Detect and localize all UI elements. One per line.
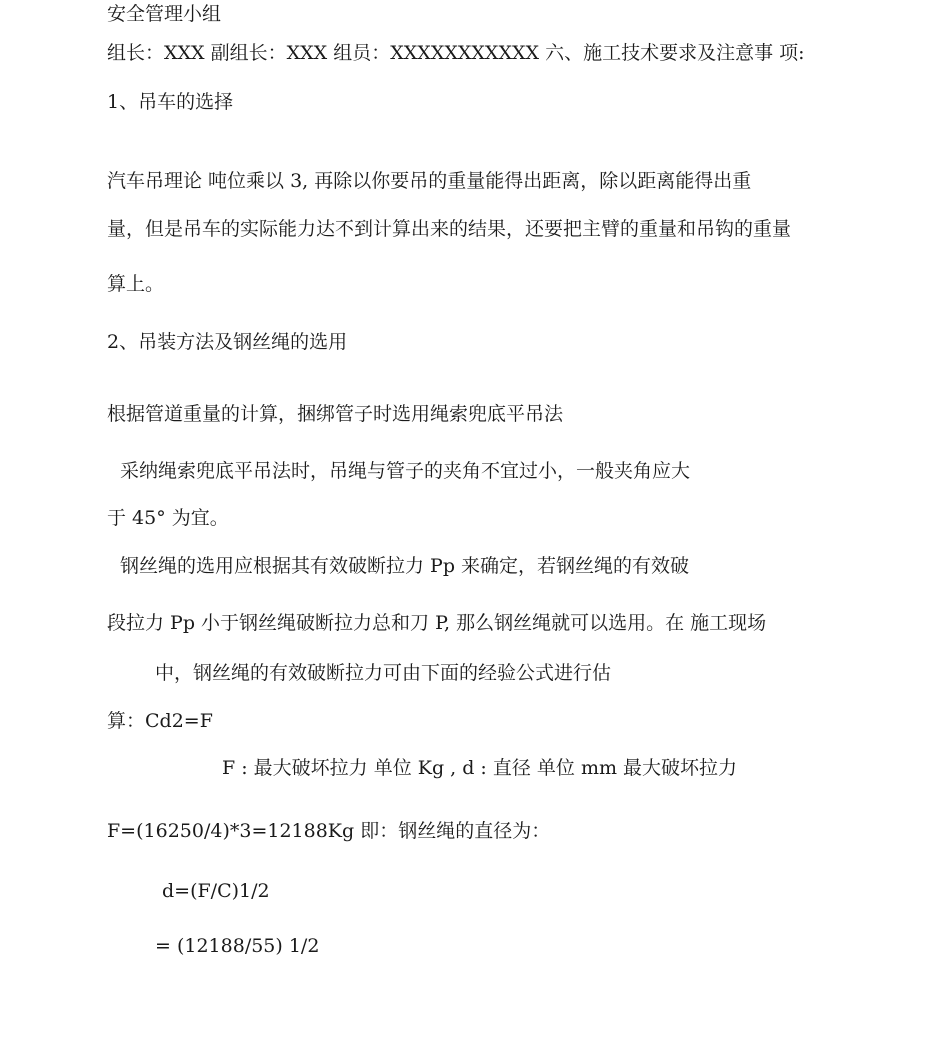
paragraph-line: 汽车吊理论 吨位乘以 3, 再除以你要吊的重量能得出距离，除以距离能得出重 <box>107 170 752 192</box>
paragraph-line: 于 45° 为宜。 <box>107 507 229 529</box>
formula-line: = (12188/55) 1/2 <box>155 935 320 957</box>
formula-line: 算：Cd2=F <box>107 710 213 732</box>
paragraph-line: 量，但是吊车的实际能力达不到计算出来的结果，还要把主臂的重量和吊钩的重量 <box>107 218 792 240</box>
paragraph-line: 采纳绳索兜底平吊法时，吊绳与管子的夹角不宜过小，一般夹角应大 <box>120 460 691 482</box>
formula-definition-line: F : 最大破坏拉力 单位 Kg , d : 直径 单位 mm 最大破坏拉力 <box>222 757 738 779</box>
paragraph-line: 钢丝绳的选用应根据其有效破断拉力 Pp 来确定，若钢丝绳的有效破 <box>120 555 690 577</box>
formula-line: F=(16250/4)*3=12188Kg 即：钢丝绳的直径为： <box>107 820 551 842</box>
paragraph-line: 中，钢丝绳的有效破断拉力可由下面的经验公式进行估 <box>155 662 612 684</box>
formula-line: d=(F/C)1/2 <box>162 880 270 902</box>
section-heading-lifting-method: 2、吊装方法及钢丝绳的选用 <box>107 331 348 353</box>
section-heading-safety-group: 安全管理小组 <box>107 3 222 25</box>
section-heading-crane-selection: 1、吊车的选择 <box>107 91 234 113</box>
paragraph-line: 段拉力 Pp 小于钢丝绳破断拉力总和刀 P, 那么钢丝绳就可以选用。在 施工现场 <box>107 612 767 634</box>
team-members-line: 组长：XXX 副组长：XXX 组员：XXXXXXXXXXX 六、施工技术要求及注意事 项: <box>107 42 805 64</box>
paragraph-line: 根据管道重量的计算，捆绑管子时选用绳索兜底平吊法 <box>107 403 564 425</box>
paragraph-line: 算上。 <box>107 273 165 295</box>
